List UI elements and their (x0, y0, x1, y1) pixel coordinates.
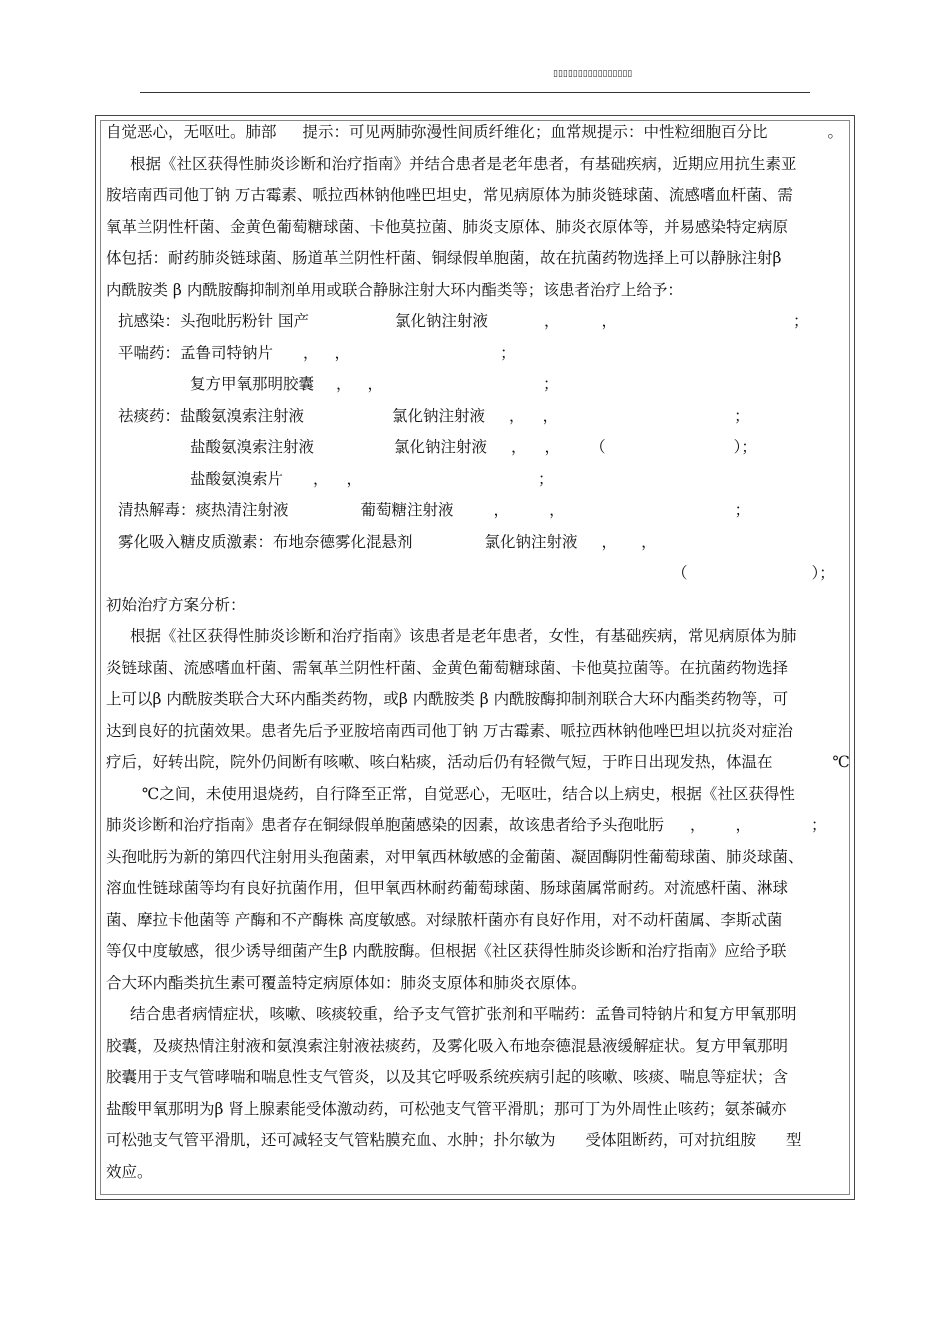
text-line: 盐酸甲氧那明为β 肾上腺素能受体激动药，可松弛支气管平滑肌；那可丁为外周性止咳药；氨茶碱亦 (106, 1099, 787, 1118)
analysis-title: 初始治疗方案分析： (106, 595, 246, 614)
document-content (106, 117, 850, 1188)
text-line: 上可以β 内酰胺类联合大环内酯类药物，或β 内酰胺类 β 内酰胺酶抑制剂联合大环内酯类药物等，可 (106, 690, 789, 708)
text-line: 合大环内酯类抗生素可覆盖特定病原体如：肺炎支原体和肺炎衣原体。 (106, 973, 587, 992)
text-line: 等仅中度敏感，很少诱导细菌产生β 内酰胺酶。但根据《社区获得性肺炎诊断和治疗指南》应给予联 (106, 942, 787, 960)
header-rule (140, 92, 810, 93)
text-line: 可松弛支气管平滑肌，还可减轻支气管粘膜充血、水肿；扑尔敏为 受体阻断药，可对抗组胺 型 (106, 1131, 802, 1149)
rx-phlegm-2: 盐酸氨溴索注射液 氯化钠注射液 ， ， （ ）； (190, 438, 757, 456)
text-line: 内酰胺类 β 内酰胺酶抑制剂单用或联合静脉注射大环内酯类等；该患者治疗上给予： (106, 280, 683, 299)
text-line: 胺培南西司他丁钠 万古霉素、哌拉西林钠他唑巴坦史，常见病原体为肺炎链球菌、流感嗜血杆菌、需 (106, 186, 793, 204)
text-line: 肺炎诊断和治疗指南》患者存在铜绿假单胞菌感染的因素，故该患者给予头孢吡肟 ， ， ； (106, 816, 827, 834)
header-mark: ▯▯▯▯▯▯▯▯▯▯▯▯▯▯▯▯ (553, 69, 633, 79)
text-line: ℃之间，未使用退烧药，自行降至正常，自觉恶心，无呕吐，结合以上病史，根据《社区获得性 (142, 784, 795, 803)
text-line: 菌、摩拉卡他菌等 产酶和不产酶株 高度敏感。对绿脓杆菌亦有良好作用，对不动杆菌属、李斯忒菌 (106, 910, 783, 929)
text-line: 炎链球菌、流感嗜血杆菌、需氧革兰阴性杆菌、金黄色葡萄糖球菌、卡他莫拉菌等。在抗菌药物选择 (106, 658, 789, 677)
rx-phlegm: 祛痰药：盐酸氨溴索注射液 氯化钠注射液 ， ， ； (118, 406, 750, 425)
rx-neb-2: （ ）； (672, 564, 835, 582)
text-line: 体包括：耐药肺炎链球菌、肠道革兰阴性杆菌、铜绿假单胞菌，故在抗菌药物选择上可以静脉注射β (106, 249, 782, 267)
text-line: 根据《社区获得性肺炎诊断和治疗指南》该患者是老年患者，女性，有基础疾病，常见病原体为肺 (130, 627, 797, 645)
text-line: 根据《社区获得性肺炎诊断和治疗指南》并结合患者是老年患者，有基础疾病，近期应用抗生素亚 (130, 154, 797, 173)
rx-asthma-2: 复方甲氧那明胶囊 ， ， ； (190, 375, 559, 393)
text-line: 头孢吡肟为新的第四代注射用头孢菌素，对甲氧西林敏感的金葡菌、凝固酶阴性葡萄球菌、肺炎球菌、 (106, 847, 804, 866)
text-line: 氧革兰阴性杆菌、金黄色葡萄糖球菌、卡他莫拉菌、肺炎支原体、肺炎衣原体等，并易感染特定病原 (106, 217, 789, 236)
text-line: 疗后，好转出院，院外仍间断有咳嗽、咳白粘痰，活动后仍有轻微气短，于昨日出现发热，体温在 ℃ (106, 753, 850, 771)
text-line: 胶囊用于支气管哮喘和喘息性支气管炎，以及其它呼吸系统疾病引起的咳嗽、咳痰、喘息等症状；含 (106, 1068, 789, 1086)
text-line: 自觉恶心，无呕吐。肺部 提示：可见两肺弥漫性间质纤维化；血常规提示：中性粒细胞百分比 。 (106, 123, 844, 141)
text-line: 胶囊，及痰热情注射液和氨溴索注射液祛痰药，及雾化吸入布地奈德混悬液缓解症状。复方甲氧那明 (106, 1036, 789, 1055)
rx-asthma: 平喘药：孟鲁司特钠片 ， ， ； (118, 343, 516, 362)
text-line: 溶血性链球菌等均有良好抗菌作用，但甲氧西林耐药葡萄球菌、肠球菌属常耐药。对流感杆菌、淋球 (106, 879, 789, 897)
rx-neb: 雾化吸入糖皮质激素：布地奈德雾化混悬剂 氯化钠注射液 ， ， (118, 532, 657, 551)
text-line: 结合患者病情症状，咳嗽、咳痰较重，给予支气管扩张剂和平喘药：孟鲁司特钠片和复方甲氧那明 (130, 1005, 797, 1023)
rx-phlegm-3: 盐酸氨溴索片 ， ， ； (190, 469, 554, 488)
text-line: 达到良好的抗菌效果。患者先后予亚胺培南西司他丁钠 万古霉素、哌拉西林钠他唑巴坦以抗炎对症治 (106, 721, 793, 740)
text-line: 效应。 (106, 1162, 153, 1181)
rx-anti: 抗感染：头孢吡肟粉针 国产 氯化钠注射液 ， ， ； (118, 312, 809, 330)
rx-heat: 清热解毒：痰热清注射液 葡萄糖注射液 ， ， ； (118, 501, 751, 519)
